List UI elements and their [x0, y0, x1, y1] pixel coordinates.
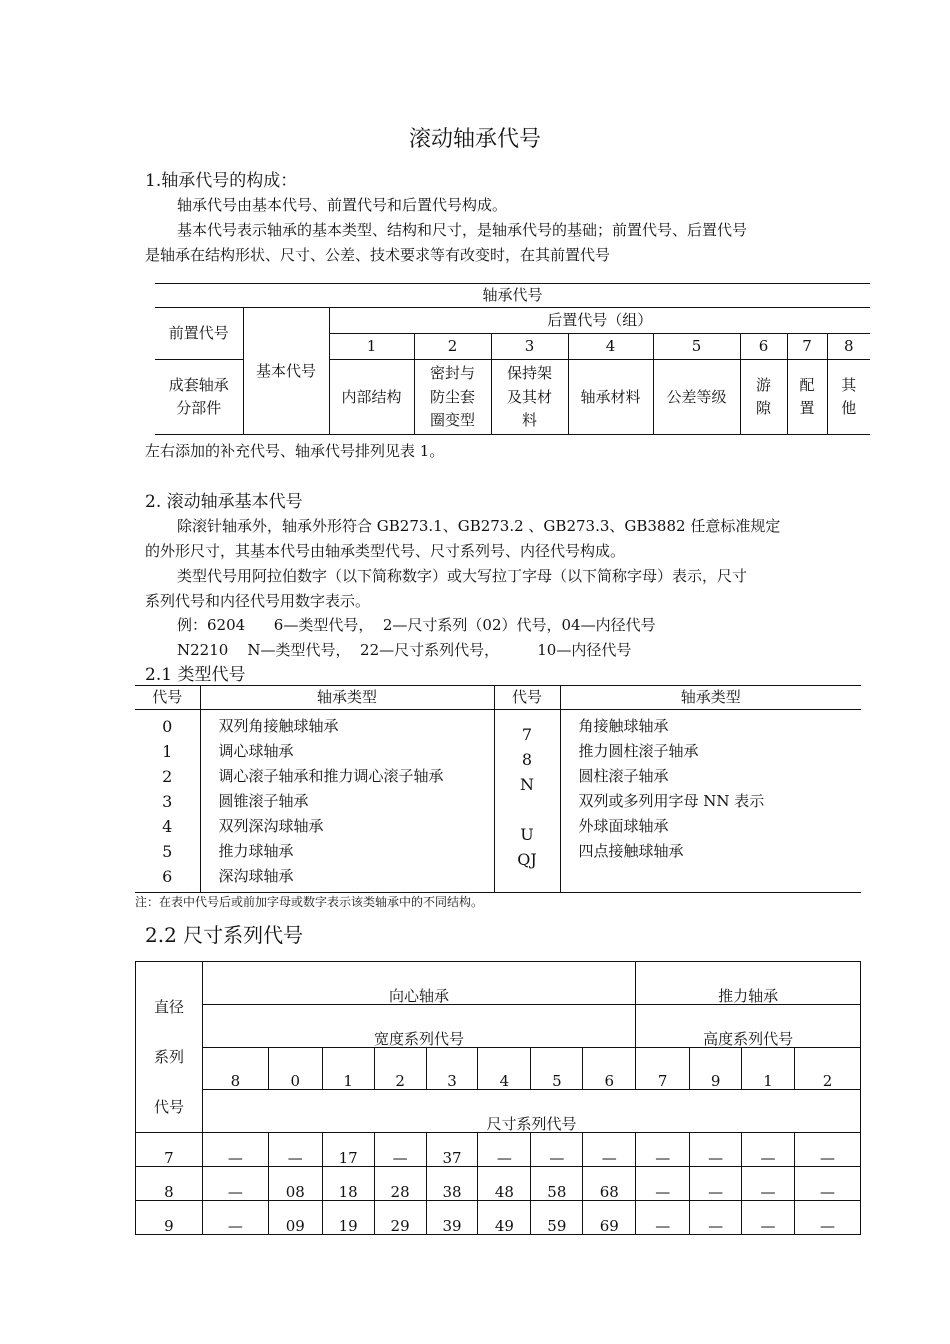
dim-series-value: —: [742, 1201, 795, 1235]
type-name: 调心滚子轴承和推力调心滚子轴承: [218, 767, 444, 786]
label-line: 直径: [153, 998, 184, 1016]
type-name: 角接触球轴承: [578, 717, 669, 736]
type-name: 深沟球轴承: [218, 867, 294, 886]
group-num: 2: [414, 334, 491, 360]
page-title: 滚动轴承代号: [408, 127, 541, 152]
group-num: 1: [329, 334, 414, 360]
dim-series-value: —: [202, 1201, 268, 1235]
dim-series-value: —: [742, 1167, 795, 1201]
dim-series-code-header: 尺寸系列代号: [202, 1090, 860, 1133]
section-2-2-heading: 2.2 尺寸系列代号: [145, 923, 304, 947]
type-name: 调心球轴承: [218, 742, 294, 761]
group-cell: [740, 360, 787, 435]
type-name: 圆锥滚子轴承: [218, 792, 309, 811]
series-col-header: 1: [742, 1047, 795, 1090]
type-name: 推力球轴承: [218, 842, 294, 861]
section-1-paragraph-1: 轴承代号由基本代号、前置代号和后置代号构成。: [177, 196, 508, 214]
dim-series-value: —: [478, 1133, 531, 1167]
section-2-paragraph-1b: 的外形尺寸，其基本代号由轴承类型代号、尺寸系列号、内径代号构成。: [145, 542, 626, 560]
group-line: 轴承材料: [580, 387, 641, 406]
type-name: 四点接触球轴承: [578, 842, 684, 861]
col-header-type: 轴承类型: [560, 686, 861, 710]
section-1-after-table: 左右添加的补充代号、轴承代号排列见表 1。: [145, 442, 445, 460]
series-col-header: 2: [374, 1047, 426, 1090]
dim-series-value: 09: [268, 1201, 322, 1235]
dim-series-value: 49: [478, 1201, 531, 1235]
group-num: 8: [827, 334, 870, 360]
section-2-paragraph-1a: 除滚针轴承外，轴承外形符合 GB273.1、GB273.2 、GB273.3、GB3882 任意标准规定: [177, 517, 781, 535]
group-cell: [653, 360, 740, 435]
front-sub-cell: [155, 360, 243, 435]
col-header-code: 代号: [494, 686, 560, 710]
group-line: 配: [799, 376, 815, 394]
rear-code-cell: 后置代号（组）: [329, 308, 870, 334]
type-name: 双列深沟球轴承: [218, 817, 324, 836]
type-code: N: [520, 775, 534, 795]
section-1-heading: 1.轴承代号的构成：: [145, 171, 298, 191]
section-2-1-heading: 2.1 类型代号: [145, 665, 246, 685]
section-2-paragraph-2b: 系列代号和内径代号用数字表示。: [145, 592, 371, 610]
example-2: N2210 N—类型代号， 22—尺寸系列代号， 10—内径代号: [177, 641, 632, 659]
bearing-code-table: [155, 283, 870, 435]
dimension-series-table: [135, 961, 861, 1235]
group-cell: [568, 360, 653, 435]
front-sub-line: 分部件: [176, 399, 222, 418]
type-code: 0: [162, 717, 173, 737]
group-cell: [491, 360, 568, 435]
dim-series-value: 48: [478, 1167, 531, 1201]
dim-series-value: 39: [426, 1201, 478, 1235]
type-name: 外球面球轴承: [578, 817, 669, 836]
type-code: 1: [162, 742, 173, 762]
dim-series-value: —: [636, 1167, 690, 1201]
diameter-code: 8: [136, 1167, 203, 1201]
group-line: 及其材: [506, 387, 552, 406]
height-series-header: 高度系列代号: [636, 1004, 861, 1047]
dim-series-value: 58: [531, 1167, 583, 1201]
dim-series-value: 59: [531, 1201, 583, 1235]
series-col-header: 0: [268, 1047, 322, 1090]
label-line: 系列: [153, 1048, 184, 1066]
dim-series-value: —: [583, 1133, 636, 1167]
dim-series-value: —: [636, 1133, 690, 1167]
radial-bearing-header: 向心轴承: [202, 962, 635, 1005]
type-name: 双列或多列用字母 NN 表示: [578, 792, 765, 811]
group-line: 游: [755, 376, 771, 394]
group-cell: [827, 360, 870, 435]
type-name: 圆柱滚子轴承: [578, 767, 669, 786]
series-col-header: 2: [795, 1047, 861, 1090]
thrust-bearing-header: 推力轴承: [636, 962, 861, 1005]
group-line: 内部结构: [341, 387, 402, 406]
series-col-header: 5: [531, 1047, 583, 1090]
group-line: 保持架: [506, 364, 552, 383]
group-cell: [414, 360, 491, 435]
type-code: 4: [162, 817, 173, 837]
dim-series-value: 19: [322, 1201, 374, 1235]
group-line: 圈变型: [429, 410, 475, 429]
type-name: 双列角接触球轴承: [218, 717, 339, 736]
series-col-header: 8: [202, 1047, 268, 1090]
dim-series-value: 17: [322, 1133, 374, 1167]
group-line: 密封与: [429, 364, 475, 383]
group-num: 6: [740, 334, 787, 360]
type-code: QJ: [517, 850, 537, 870]
type-code: [495, 797, 560, 822]
type-code: 2: [162, 767, 173, 787]
type-code: 3: [162, 792, 173, 812]
group-num: 5: [653, 334, 740, 360]
type-code: 8: [521, 750, 533, 770]
right-codes-cell: [494, 710, 560, 893]
series-col-header: 9: [690, 1047, 742, 1090]
col-header-type: 轴承类型: [200, 686, 494, 710]
dim-series-value: 08: [268, 1167, 322, 1201]
dim-series-value: —: [690, 1133, 742, 1167]
dim-series-value: —: [795, 1201, 861, 1235]
section-2-heading: 2. 滚动轴承基本代号: [145, 492, 303, 512]
dim-series-value: 69: [583, 1201, 636, 1235]
type-code: 7: [521, 725, 533, 745]
section-2-paragraph-2a: 类型代号用阿拉伯数字（以下简称数字）或大写拉丁字母（以下简称字母）表示，尺寸: [177, 567, 748, 585]
basic-code-cell: 基本代号: [243, 308, 329, 435]
dim-series-value: —: [742, 1133, 795, 1167]
dim-series-value: 28: [374, 1167, 426, 1201]
group-num: 3: [491, 334, 568, 360]
section-1-paragraph-2a: 基本代号表示轴承的基本类型、结构和尺寸，是轴承代号的基础；前置代号、后置代号: [177, 221, 748, 239]
group-line: 置: [799, 399, 815, 418]
dim-series-value: —: [795, 1167, 861, 1201]
diameter-series-label: [136, 962, 203, 1133]
dim-series-value: 29: [374, 1201, 426, 1235]
type-code: 5: [162, 842, 173, 862]
dim-series-value: —: [268, 1133, 322, 1167]
table-note: 注：在表中代号后或前加字母或数字表示该类轴承中的不同结构。: [135, 895, 484, 909]
example-1: 例：6204 6—类型代号， 2—尺寸系列（02）代号，04—内径代号: [177, 616, 656, 634]
col-header-code: 代号: [135, 686, 200, 710]
diameter-code: 9: [136, 1201, 203, 1235]
type-name: 推力圆柱滚子轴承: [578, 742, 699, 761]
group-line: 他: [841, 399, 857, 418]
table1-header: 轴承代号: [155, 284, 870, 308]
series-col-header: 7: [636, 1047, 690, 1090]
dim-series-value: —: [374, 1133, 426, 1167]
series-col-header: 3: [426, 1047, 478, 1090]
type-code: 6: [162, 867, 173, 887]
series-col-header: 4: [478, 1047, 531, 1090]
dim-series-value: 37: [426, 1133, 478, 1167]
dim-series-value: 68: [583, 1167, 636, 1201]
dim-series-value: —: [690, 1167, 742, 1201]
group-line: 其: [841, 376, 857, 394]
group-line: 防尘套: [429, 387, 475, 406]
group-cell: [787, 360, 827, 435]
group-num: 4: [568, 334, 653, 360]
dim-series-value: —: [795, 1133, 861, 1167]
group-line: 公差等级: [666, 387, 727, 406]
left-codes-cell: [135, 710, 200, 893]
type-code: U: [520, 825, 534, 845]
group-num: 7: [787, 334, 827, 360]
diameter-code: 7: [136, 1133, 203, 1167]
series-col-header: 1: [322, 1047, 374, 1090]
width-series-header: 宽度系列代号: [202, 1004, 635, 1047]
dim-series-value: —: [202, 1167, 268, 1201]
dim-series-value: —: [531, 1133, 583, 1167]
label-line: 代号: [153, 1098, 184, 1116]
type-code-table: [135, 685, 861, 893]
dim-series-value: —: [202, 1133, 268, 1167]
front-code-cell: 前置代号: [155, 308, 243, 360]
group-line: 料: [521, 410, 537, 429]
left-types-cell: [200, 710, 494, 893]
right-types-cell: [560, 710, 861, 893]
dim-series-value: 18: [322, 1167, 374, 1201]
group-line: 隙: [755, 399, 771, 418]
front-sub-line: 成套轴承: [168, 376, 229, 394]
series-col-header: 6: [583, 1047, 636, 1090]
dim-series-value: —: [636, 1201, 690, 1235]
group-cell: [329, 360, 414, 435]
dim-series-value: —: [690, 1201, 742, 1235]
section-1-paragraph-2b: 是轴承在结构形状、尺寸、公差、技术要求等有改变时，在其前置代号: [145, 246, 611, 264]
dim-series-value: 38: [426, 1167, 478, 1201]
